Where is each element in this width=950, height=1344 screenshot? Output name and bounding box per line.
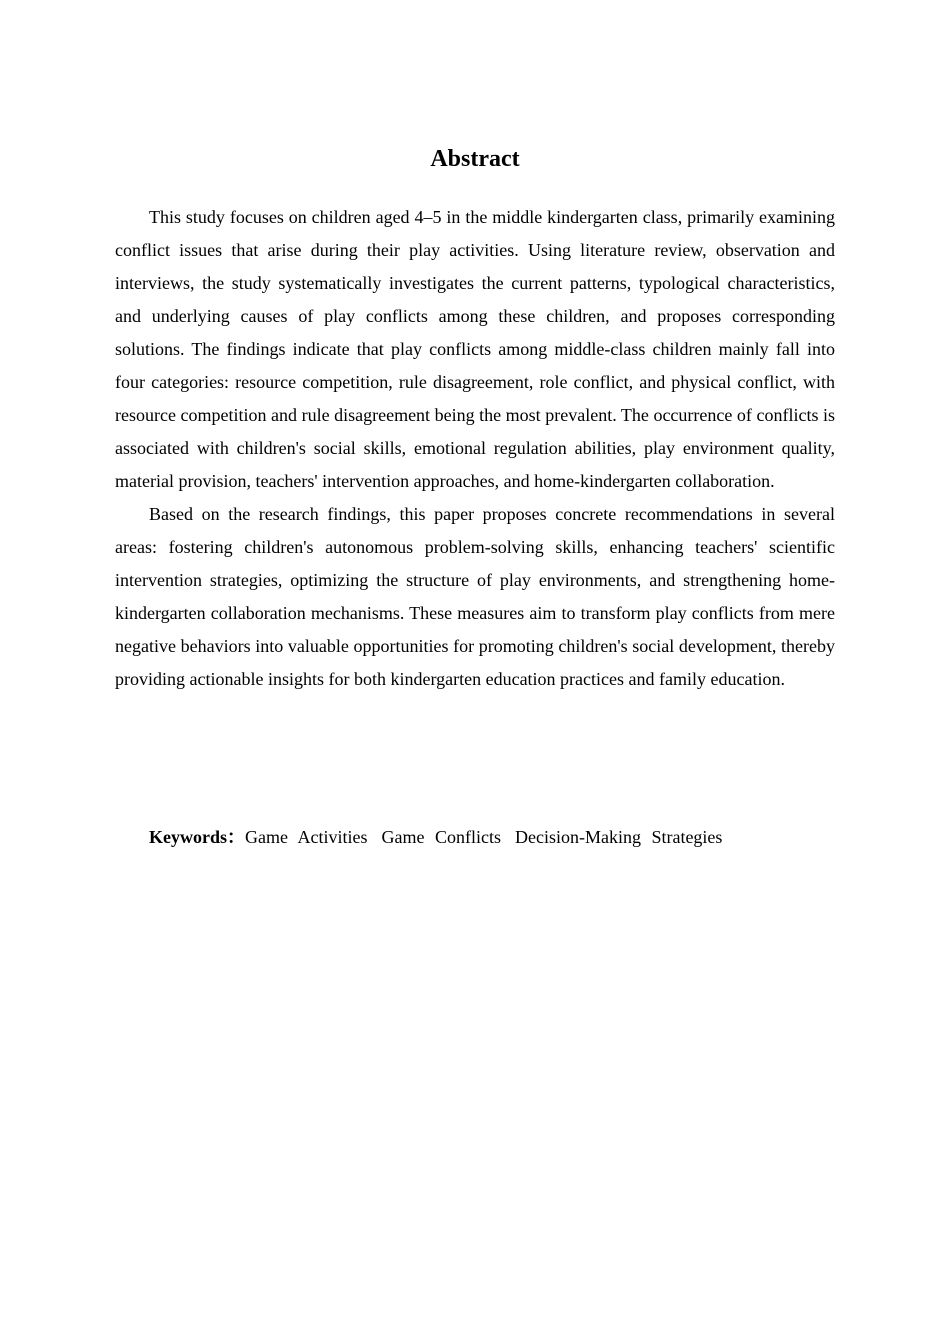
keyword-item: Game Conflicts bbox=[381, 827, 501, 847]
keywords-line bbox=[149, 821, 849, 854]
abstract-title: Abstract bbox=[430, 146, 520, 172]
abstract-paragraph-2: Based on the research findings, this paper proposes concrete recommendations in several areas: fostering children's autonomous problem-solving skills, enhancing teachers' scientific intervention strategies, optimizing the structure of play environments, and strengthening home-kindergarten collaboration mechanisms. These measures aim to transform play conflicts from mere negative behaviors into valuable opportunities for promoting children's social development, thereby providing actionable insights for both kindergarten education practices and family education. bbox=[115, 504, 835, 689]
abstract-body bbox=[115, 201, 835, 696]
keywords-label: Keywords： bbox=[149, 827, 245, 847]
abstract-paragraph-1: This study focuses on children aged 4–5 in the middle kindergarten class, primarily examining conflict issues that arise during their play activities. Using literature review, observation and interviews, the study systematically investigates the current patterns, typological characteristics, and underlying causes of play conflicts among these children, and proposes corresponding solutions. The findings indicate that play conflicts among middle-class children mainly fall into four categories: resource competition, rule disagreement, role conflict, and physical conflict, with resource competition and rule disagreement being the most prevalent. The occurrence of conflicts is associated with children's social skills, emotional regulation abilities, play environment quality, material provision, teachers' intervention approaches, and home-kindergarten collaboration. bbox=[115, 207, 835, 491]
keyword-item: Decision-Making Strategies bbox=[514, 827, 723, 847]
keyword-item: Game Activities bbox=[245, 827, 368, 847]
